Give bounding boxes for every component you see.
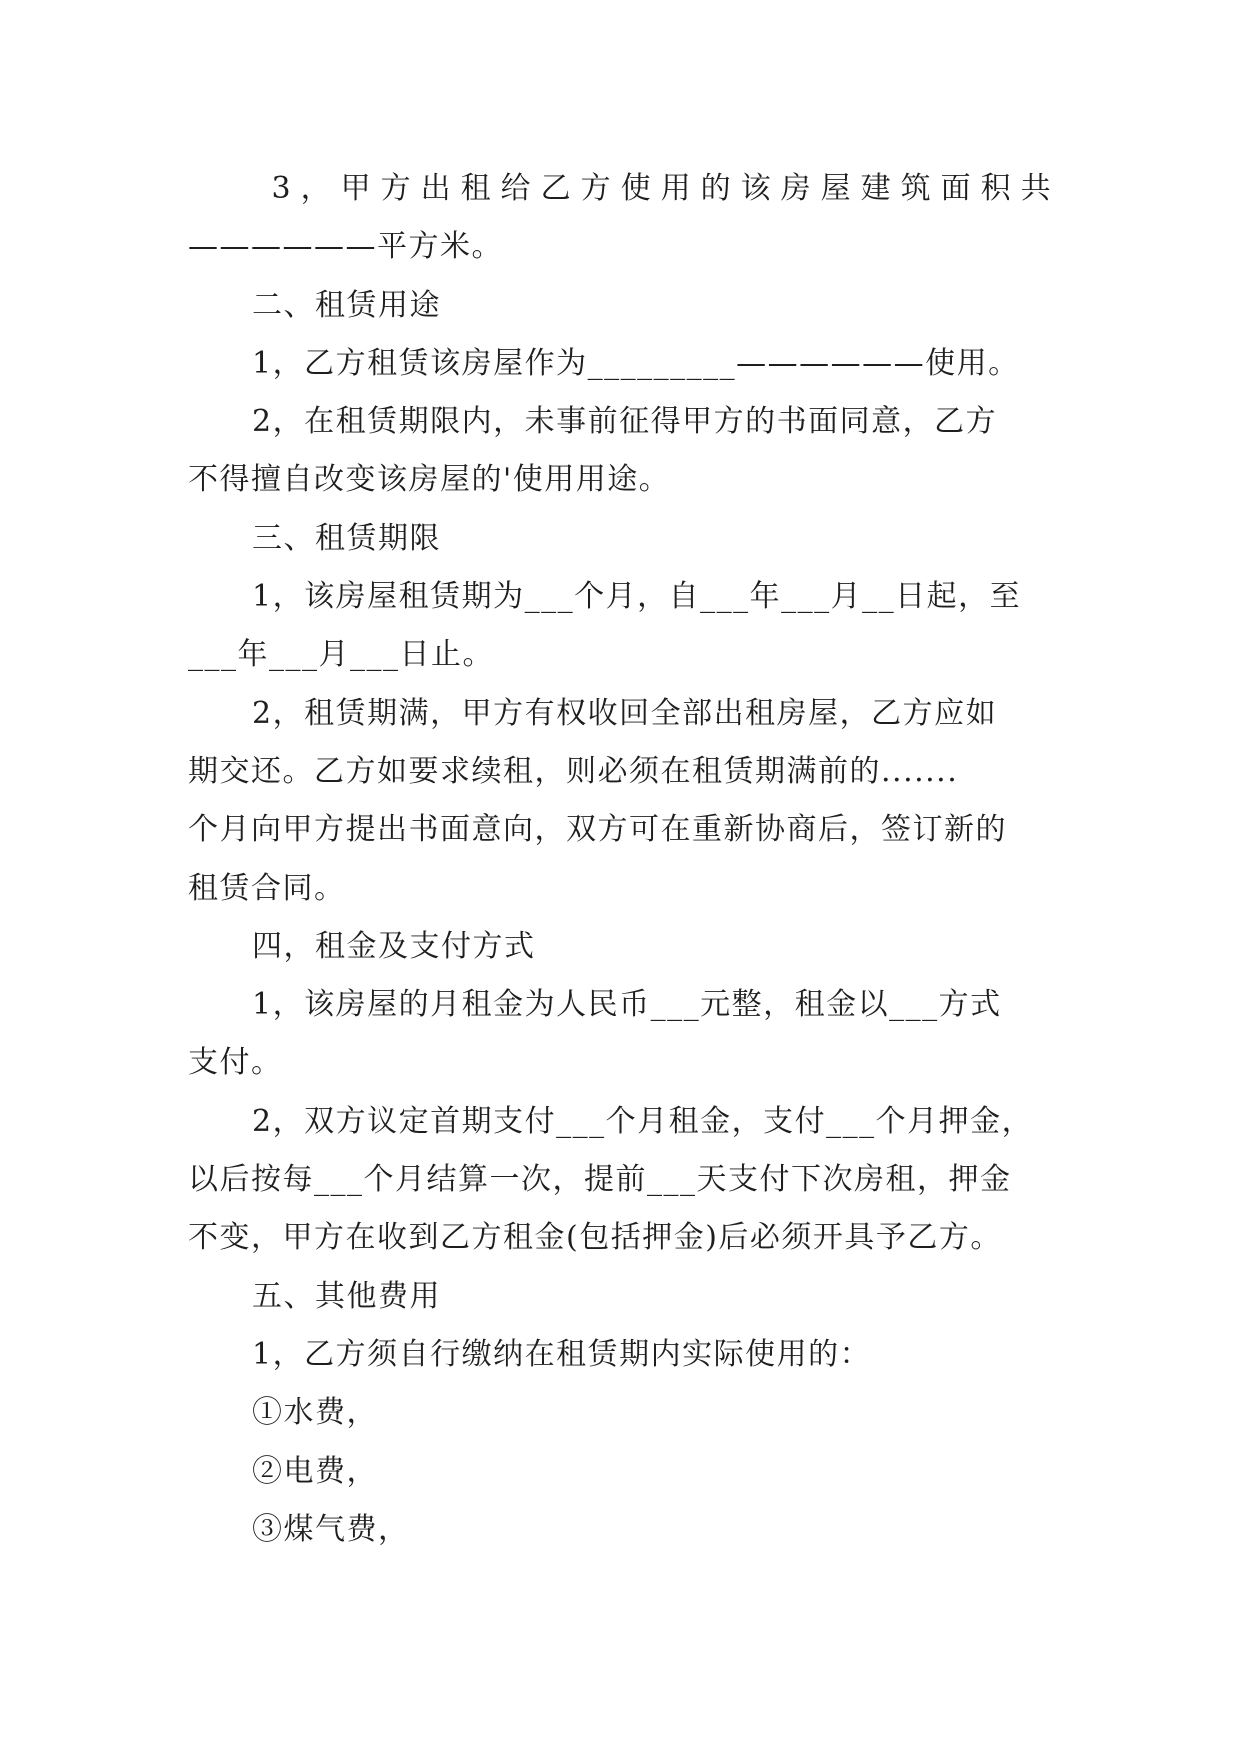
- document-line: 3，甲方出租给乙方使用的该房屋建筑面积共: [252, 171, 1061, 206]
- document-line: ___年___月___日止。: [188, 637, 494, 673]
- document-line: 不变，甲方在收到乙方租金(包括押金)后必须开具予乙方。: [188, 1220, 1002, 1256]
- document-line: 1，该房屋租赁期为___个月，自___年___月__日起，至: [252, 579, 1022, 615]
- section-heading: 二、租赁用途: [252, 287, 441, 323]
- document-line: 期交还。乙方如要求续租，则必须在租赁期满前的.......: [188, 753, 959, 789]
- document-line: 以后按每___个月结算一次，提前___天支付下次房租，押金: [188, 1162, 1012, 1198]
- document-line: 2，双方议定首期支付___个月租金，支付___个月押金，: [252, 1103, 1034, 1139]
- document-line: 个月向甲方提出书面意向，双方可在重新协商后，签订新的: [188, 812, 1007, 848]
- section-heading: 三、租赁期限: [252, 520, 441, 556]
- list-item: ③煤气费，: [252, 1511, 410, 1547]
- section-heading: 四，租金及支付方式: [252, 928, 536, 964]
- document-line: 租赁合同。: [188, 870, 346, 906]
- document-line: 2，在租赁期限内，未事前征得甲方的书面同意，乙方: [252, 404, 998, 440]
- document-line: 不得擅自改变该房屋的'使用用途。: [188, 462, 671, 498]
- document-line: 1，乙方租赁该房屋作为_________——————使用。: [252, 345, 1020, 381]
- document-body: [188, 160, 1068, 1559]
- document-line: 1，乙方须自行缴纳在租赁期内实际使用的：: [252, 1336, 872, 1372]
- list-item: ②电费，: [252, 1453, 378, 1489]
- document-line: 2，租赁期满，甲方有权收回全部出租房屋，乙方应如: [252, 695, 998, 731]
- document-line: ——————平方米。: [188, 229, 503, 265]
- document-line: 支付。: [188, 1045, 283, 1081]
- section-heading: 五、其他费用: [252, 1278, 441, 1314]
- document-line: 1，该房屋的月租金为人民币___元整，租金以___方式: [252, 987, 1002, 1023]
- list-item: ①水费，: [252, 1395, 378, 1431]
